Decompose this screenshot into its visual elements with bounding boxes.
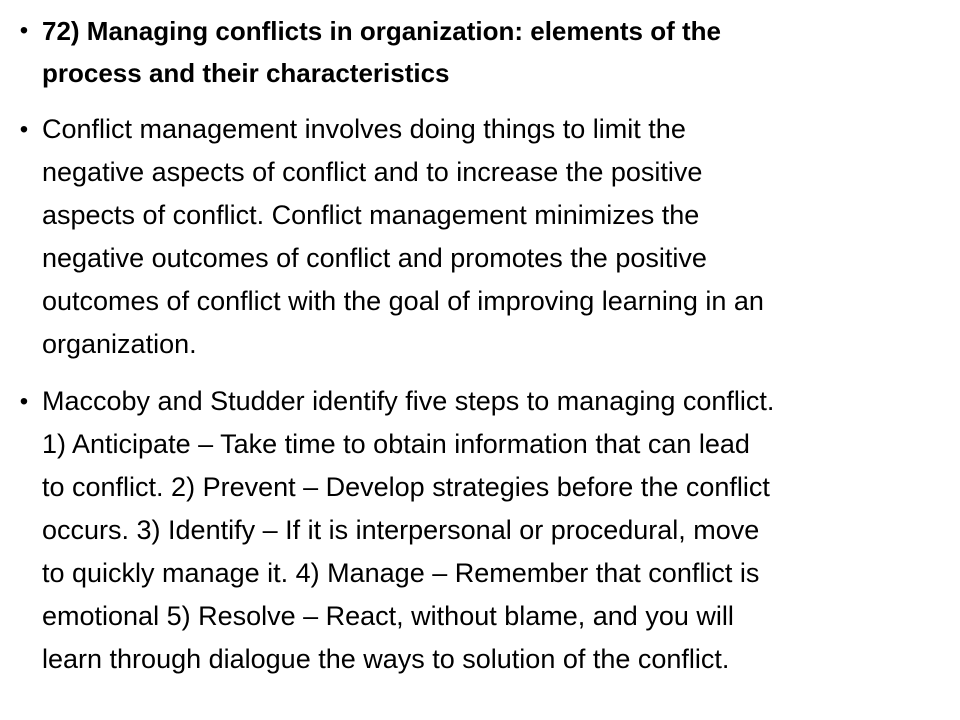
steps-text: Maccoby and Studder identify five steps to managing conflict. 1) Anticipate – Take time to obtain information that can lead to conflict. 2) Prevent – Develop strategies before the conflict occurs. 3) Identify – If it is interpersonal or procedural, move to quickly manage it. 4) Manage – Remember that conflict is emotional 5) Resolve – React, without blame, and you will learn through dialogue the ways to solution of the conflict. [42,386,775,674]
bullet-list [14,10,944,695]
bullet-dot-icon: • [19,388,29,415]
bullet-item-steps [14,380,944,681]
definition-text: Conflict management involves doing things to limit the negative aspects of conflict and to increase the positive aspects of conflict. Conflict management minimizes the negative outcomes of conflict and promotes the positive outcomes of conflict with the goal of improving learning in an organization. [42,114,764,359]
bullet-item-definition [14,108,944,366]
heading-text: 72) Managing conflicts in organization: elements of the process and their characteristics [42,16,721,88]
bullet-dot-icon: • [19,116,29,143]
bullet-item-heading [14,10,944,94]
bullet-dot-icon: • [19,17,29,44]
